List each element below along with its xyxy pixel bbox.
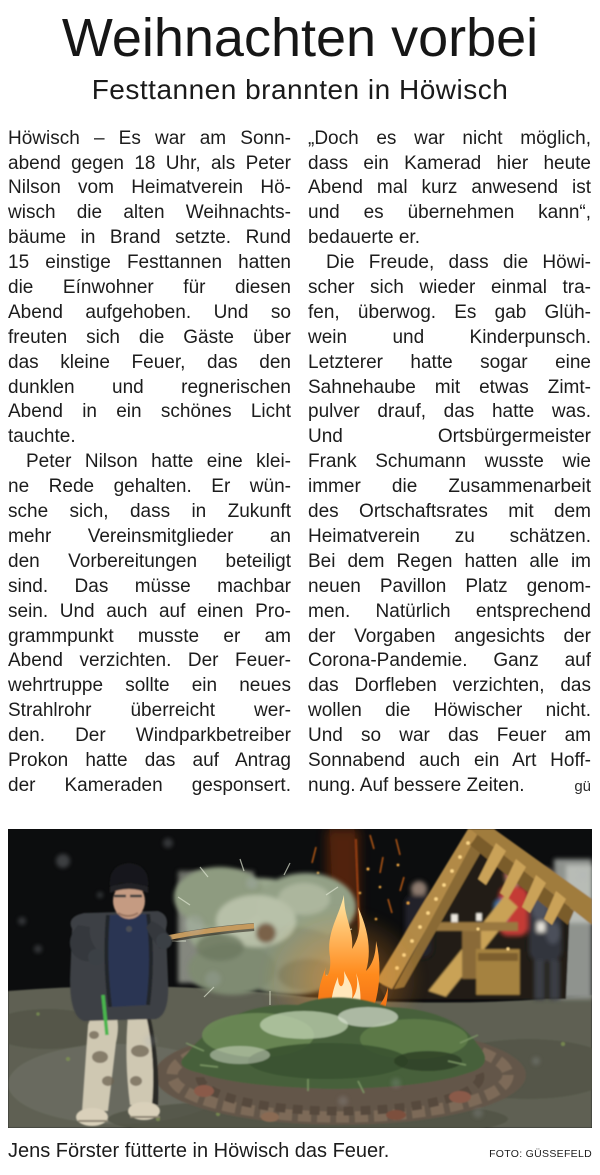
article-column-left [8, 127, 291, 799]
article-line: Abend verzichten. Der Feuer- [8, 650, 291, 672]
photo-credit: FOTO: GÜSSEFELD [489, 1148, 592, 1160]
article-line: immer die Zusammenarbeit [308, 476, 591, 498]
article-line-text: nung. Auf bessere Zeiten. [308, 774, 525, 796]
article-line: bäume in Brand setzte. Rund [8, 227, 291, 249]
article-line: Sonnabend auch ein Art Hoff- [308, 749, 591, 771]
article-line: tauchte. [8, 426, 76, 448]
article-line: des Ortschaftsrates mit dem [308, 501, 591, 523]
article-line: Corona-Pandemie. Ganz auf [308, 650, 591, 672]
article-line: Die Freude, dass die Höwi- [326, 252, 591, 274]
article-line: Abend in ein schönes Licht [8, 401, 291, 423]
article-line: bedauerte er. [308, 227, 420, 249]
article-line: Und so war das Feuer am [308, 725, 591, 747]
headline: Weihnachten vorbei [61, 8, 539, 68]
article-line: das kleine Feuer, das den [8, 351, 291, 373]
article-line: Prokon hatte das auf Antrag [8, 749, 291, 771]
author-initials: gü [574, 777, 591, 795]
article-line: der Kameraden gesponsert. [8, 774, 291, 796]
article-line: Nilson vom Heimatverein Hö- [8, 177, 291, 199]
article-line: ne Rede gehalten. Er wün- [8, 476, 291, 498]
article-line: Bei dem Regen hatten alle im [308, 550, 591, 572]
article-line: den Vorbereitungen beteiligt [8, 550, 291, 572]
article-line: dunklen und regnerischen [8, 376, 291, 398]
article-photo [8, 829, 592, 1128]
article-line: Sahnehaube mit etwas Zimt- [308, 376, 591, 398]
photo-caption: Jens Förster fütterte in Höwisch das Feuer. [8, 1140, 390, 1162]
article-line: die Eínwohner für diesen [8, 277, 291, 299]
article-body [0, 127, 600, 799]
article-line: den. Der Windparkbetreiber [8, 725, 291, 747]
article-line: scher sich wieder einmal tra- [308, 277, 591, 299]
article-line: und es übernehmen kann“, [308, 202, 591, 224]
article-line: grammpunkt musste er am [8, 625, 291, 647]
article-line: sche sich, dass in Zukunft [8, 501, 291, 523]
article-line: wehrtruppe sollte ein neues [8, 675, 291, 697]
article-line: sein. Und auch auf einen Pro- [8, 600, 291, 622]
article-line: Abend mal kurz anwesend ist [308, 177, 591, 199]
subheadline: Festtannen brannten in Höwisch [91, 73, 509, 105]
article-line: abend gegen 18 Uhr, als Peter [8, 152, 291, 174]
article-line: Letzterer hatte sogar eine [308, 351, 591, 373]
article-line: mehr Vereinsmitglieder an [8, 525, 291, 547]
article-line: sind. Das müsse machbar [8, 575, 291, 597]
article-line: Peter Nilson hatte eine klei- [26, 451, 291, 473]
article-line: freuten sich die Gäste über [8, 326, 291, 348]
article-line: das Dorfleben verzichten, das [308, 675, 591, 697]
article-line: Frank Schumann wusste wie [308, 451, 591, 473]
article-line: men. Natürlich entsprechend [308, 600, 591, 622]
photo-caption-row [8, 1140, 592, 1163]
article-column-right [308, 127, 591, 799]
article-line: der Vorgaben angesichts der [308, 625, 591, 647]
article-line: dass ein Kamerad hier heute [308, 152, 591, 174]
article-line: Heimatverein zu schätzen. [308, 525, 591, 547]
article-line: Höwisch – Es war am Sonn- [8, 127, 291, 149]
article-line: wisch die alten Weihnachts- [8, 202, 291, 224]
article-line: pulver drauf, das hatte was. [308, 401, 591, 423]
article-line: wollen die Höwischer nicht. [308, 700, 591, 722]
article-line: neuen Pavillon Platz genom- [308, 575, 591, 597]
article-line: 15 einstige Festtannen hatten [8, 252, 291, 274]
article-line: fen, überwog. Es gab Glüh- [308, 301, 591, 323]
article-line: Abend aufgehoben. Und so [8, 301, 291, 323]
article-line: wein und Kinderpunsch. [308, 326, 591, 348]
bonfire-photo-illustration [8, 829, 592, 1128]
article-line: „Doch es war nicht möglich, [308, 127, 591, 149]
article-line: Und Ortsbürgermeister [308, 426, 591, 448]
article-line: Strahlrohr überreicht wer- [8, 700, 291, 722]
article-line [308, 774, 591, 799]
